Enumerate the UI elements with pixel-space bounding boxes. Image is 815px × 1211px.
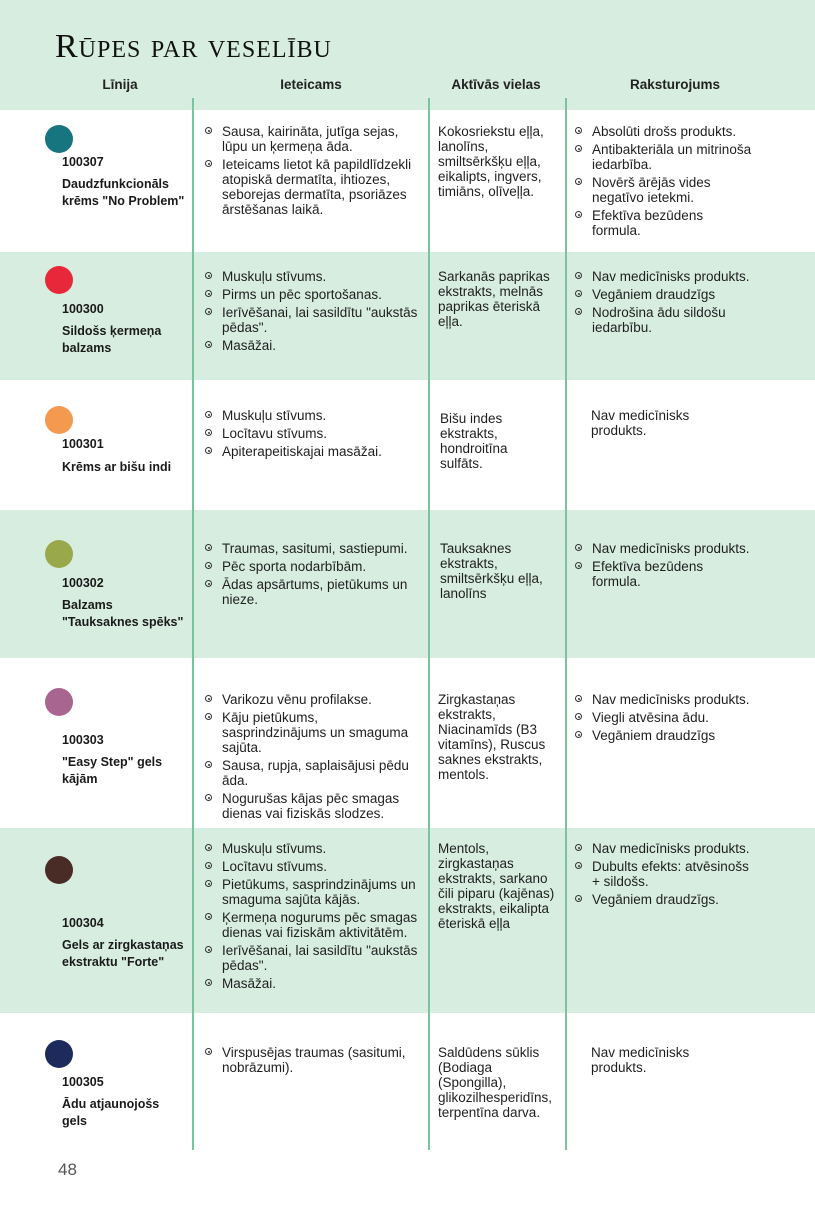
recommended-cell (204, 1045, 422, 1078)
product-name: Ādu atjaunojošs gels (62, 1097, 160, 1128)
table-row (0, 110, 815, 252)
list-item: Nodrošina ādu sildošu iedarbību. (574, 305, 754, 335)
list-item: Nav medicīnisks produkts. (574, 541, 754, 556)
list-item: Novērš ārējās vides negatīvo ietekmi. (574, 175, 754, 205)
product-name: "Easy Step" gels kājām (62, 755, 163, 786)
list-item: Nav medicīnisks produkts. (574, 692, 754, 707)
column-divider (192, 98, 194, 1150)
table-row (0, 828, 815, 1013)
list-item: Viegli atvēsina ādu. (574, 710, 754, 725)
product-color-dot (45, 266, 73, 294)
list-item: Muskuļu stīvums. (204, 408, 422, 423)
list-item: Vegāniem draudzīgs. (574, 892, 754, 907)
page-number: 48 (58, 1160, 77, 1179)
product-code: 100303 (62, 733, 104, 747)
recommended-cell (204, 841, 422, 994)
page-title: Rūpes par veselību (55, 28, 332, 65)
column-divider (565, 98, 567, 1150)
list-item: Antibakteriāla un mitrinoša iedarbība. (574, 142, 754, 172)
column-header-line: Līnija (102, 77, 138, 92)
actives-cell: Kokosriekstu eļļa, lanolīns, smiltsērkšķu eļļa, eikalipts, ingvers, timiāns, olīveļļa. (438, 124, 544, 199)
column-header-features: Raksturojums (629, 77, 721, 92)
list-item: Masāžai. (204, 338, 422, 353)
features-cell: Nav medicīnisks produkts. (591, 1045, 690, 1075)
list-item: Pirms un pēc sportošanas. (204, 287, 422, 302)
product-color-dot (45, 688, 73, 716)
list-item: Vegāniem draudzīgs (574, 728, 754, 743)
list-item: Locītavu stīvums. (204, 859, 422, 874)
list-item: Nav medicīnisks produkts. (574, 841, 754, 856)
recommended-cell (204, 692, 422, 824)
list-item: Ķermeņa nogurums pēc smagas dienas vai fiziskām aktivitātēm. (204, 910, 422, 940)
list-item: Ieteicams lietot kā papildlīdzekli atopiskā dermatīta, ihtiozes, seborejas dermatīta, psoriāzes ārstēšanas laikā. (204, 157, 422, 217)
list-item: Vegāniem draudzīgs (574, 287, 754, 302)
product-code: 100305 (62, 1075, 104, 1089)
features-cell (574, 692, 754, 746)
table-row (0, 380, 815, 510)
list-item: Ādas apsārtums, pietūkums un nieze. (204, 577, 422, 607)
actives-cell: Mentols, zirgkastaņas ekstrakts, sarkano čili piparu (kajēnas) ekstrakts, eikalipta ēteriskā eļļa (438, 841, 555, 931)
table-row (0, 1013, 815, 1150)
list-item: Absolūti drošs produkts. (574, 124, 754, 139)
product-color-dot (45, 125, 73, 153)
list-item: Ierīvēšanai, lai sasildītu "aukstās pēdas". (204, 305, 422, 335)
actives-cell: Saldūdens sūklis (Bodiaga (Spongilla), glikozilhesperidīns, terpentīna darva. (438, 1045, 553, 1120)
list-item: Sausa, kairināta, jutīga sejas, lūpu un ķermeņa āda. (204, 124, 422, 154)
list-item: Apiterapeitiskajai masāžai. (204, 444, 422, 459)
column-header-recommended: Ieteicams (280, 77, 342, 92)
product-name: Krēms ar bišu indi (62, 460, 172, 474)
list-item: Traumas, sasitumi, sastiepumi. (204, 541, 422, 556)
actives-cell: Bišu indes ekstrakts, hondroitīna sulfāts. (440, 411, 508, 471)
product-color-dot (45, 856, 73, 884)
list-item: Kāju pietūkums, sasprindzinājums un smaguma sajūta. (204, 710, 422, 755)
actives-cell: Tauksaknes ekstrakts, smiltsērkšķu eļļa, lanolīns (440, 541, 543, 601)
product-color-dot (45, 540, 73, 568)
list-item: Dubults efekts: atvēsinošs + sildošs. (574, 859, 754, 889)
list-item: Pēc sporta nodarbībām. (204, 559, 422, 574)
table-row (0, 510, 815, 658)
column-divider (428, 98, 430, 1150)
list-item: Nav medicīnisks produkts. (574, 269, 754, 284)
list-item: Muskuļu stīvums. (204, 841, 422, 856)
list-item: Varikozu vēnu profilakse. (204, 692, 422, 707)
actives-cell: Zirgkastaņas ekstrakts, Niacinamīds (B3 vitamīns), Ruscus saknes ekstrakts, mentols. (438, 692, 546, 782)
list-item: Virspusējas traumas (sasitumi, nobrāzumi). (204, 1045, 422, 1075)
product-name: Daudzfunkcionāls krēms "No Problem" (62, 177, 185, 208)
product-code: 100302 (62, 576, 104, 590)
list-item: Masāžai. (204, 976, 422, 991)
list-item: Pietūkums, sasprindzinājums un smaguma sajūta kājās. (204, 877, 422, 907)
product-name: Balzams "Tauksaknes spēks" (62, 598, 184, 629)
product-code: 100307 (62, 155, 104, 169)
product-color-dot (45, 406, 73, 434)
list-item: Sausa, rupja, saplaisājusi pēdu āda. (204, 758, 422, 788)
product-color-dot (45, 1040, 73, 1068)
features-cell (574, 269, 754, 338)
product-name: Gels ar zirgkastaņas ekstraktu "Forte" (62, 938, 184, 969)
table-row (0, 658, 815, 828)
table-row (0, 252, 815, 380)
recommended-cell (204, 408, 422, 462)
actives-cell: Sarkanās paprikas ekstrakts, melnās paprikas ēteriskā eļļa. (438, 269, 550, 329)
list-item: Locītavu stīvums. (204, 426, 422, 441)
column-header-actives: Aktīvās vielas (451, 77, 541, 92)
features-cell: Nav medicīnisks produkts. (591, 408, 690, 438)
recommended-cell (204, 541, 422, 610)
product-code: 100300 (62, 302, 104, 316)
features-cell (574, 124, 754, 241)
features-cell (574, 541, 754, 592)
list-item: Muskuļu stīvums. (204, 269, 422, 284)
product-name: Sildošs ķermeņa balzams (62, 324, 162, 355)
recommended-cell (204, 124, 422, 220)
list-item: Nogurušas kājas pēc smagas dienas vai fiziskās slodzes. (204, 791, 422, 821)
list-item: Efektīva bezūdens formula. (574, 559, 754, 589)
list-item: Efektīva bezūdens formula. (574, 208, 754, 238)
product-code: 100301 (62, 437, 104, 451)
recommended-cell (204, 269, 422, 356)
features-cell (574, 841, 754, 910)
product-code: 100304 (62, 916, 104, 930)
list-item: Ierīvēšanai, lai sasildītu "aukstās pēdas". (204, 943, 422, 973)
